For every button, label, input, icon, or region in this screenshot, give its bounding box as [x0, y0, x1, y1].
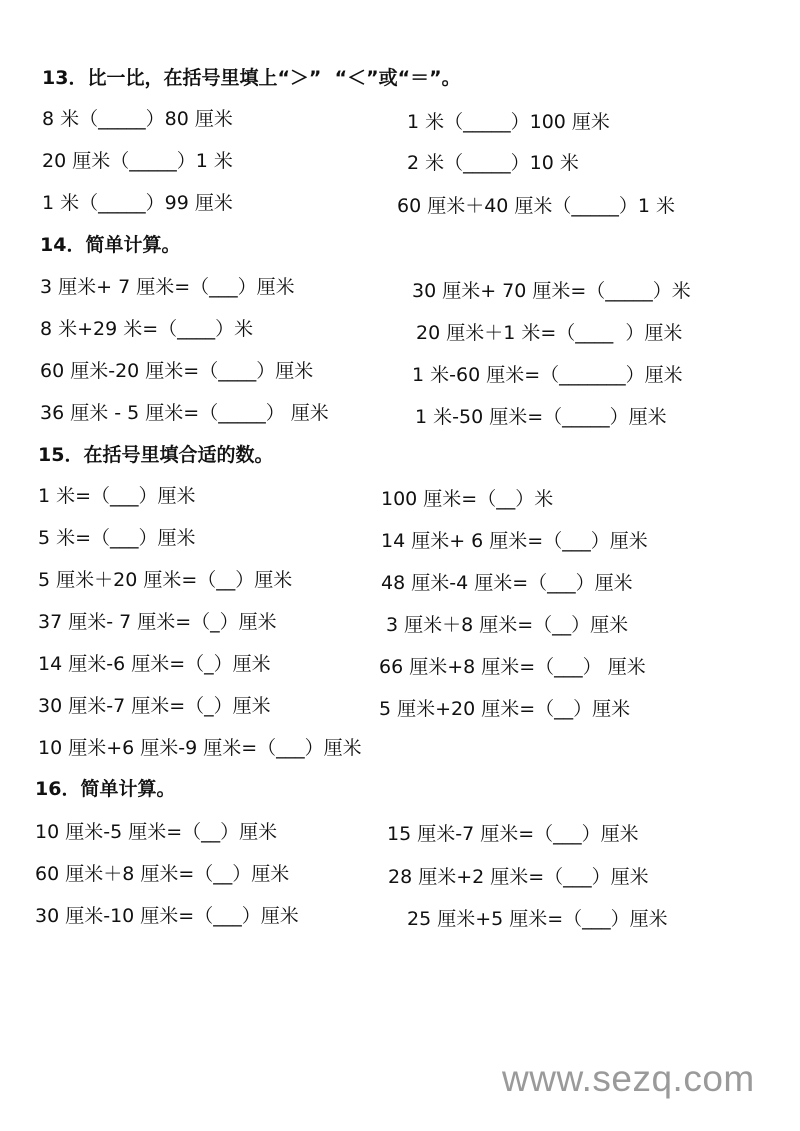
watermark: www.sezq.com: [502, 1058, 755, 1099]
section-15-heading: 15．在括号里填合适的数。: [38, 444, 274, 466]
problem: 10 厘米-5 厘米=（__）厘米: [35, 821, 278, 843]
problem: 1 米-50 厘米=（_____）厘米: [415, 406, 667, 428]
problem: 5 厘米＋20 厘米=（__）厘米: [38, 569, 293, 591]
problem: 60 厘米＋8 厘米=（__）厘米: [35, 863, 290, 885]
problem: 8 米+29 米=（____）米: [40, 318, 254, 340]
problem: 66 厘米+8 厘米=（___） 厘米: [379, 656, 646, 678]
problem: 30 厘米-7 厘米=（_）厘米: [38, 695, 271, 717]
problem: 30 厘米-10 厘米=（___）厘米: [35, 905, 299, 927]
problem: 25 厘米+5 厘米=（___）厘米: [407, 908, 668, 930]
problem: 1 米（_____）99 厘米: [42, 192, 233, 214]
problem: 3 厘米＋8 厘米=（__）厘米: [386, 614, 629, 636]
problem: 15 厘米-7 厘米=（___）厘米: [387, 823, 639, 845]
problem: 30 厘米+ 70 厘米=（_____）米: [412, 280, 691, 302]
problem: 5 米=（___）厘米: [38, 527, 196, 549]
problem: 37 厘米- 7 厘米=（_）厘米: [38, 611, 277, 633]
problem: 20 厘米＋1 米=（____ ）厘米: [416, 322, 683, 344]
problem: 14 厘米-6 厘米=（_）厘米: [38, 653, 271, 675]
problem: 14 厘米+ 6 厘米=（___）厘米: [381, 530, 648, 552]
section-13-heading: 13．比一比，在括号里填上“＞” “＜”或“＝”。: [42, 67, 461, 89]
problem: 60 厘米＋40 厘米（_____）1 米: [397, 195, 676, 217]
problem: 3 厘米+ 7 厘米=（___）厘米: [40, 276, 295, 298]
section-16-heading: 16．简单计算。: [35, 778, 176, 800]
problem: 10 厘米+6 厘米-9 厘米=（___）厘米: [38, 737, 362, 759]
problem: 20 厘米（_____）1 米: [42, 150, 233, 172]
problem: 2 米（_____）10 米: [407, 152, 579, 174]
problem: 28 厘米+2 厘米=（___）厘米: [388, 866, 649, 888]
problem: 60 厘米-20 厘米=（____）厘米: [40, 360, 314, 382]
problem: 1 米-60 厘米=（_______）厘米: [412, 364, 683, 386]
problem: 36 厘米 - 5 厘米=（_____） 厘米: [40, 402, 329, 424]
problem: 8 米（_____）80 厘米: [42, 108, 233, 130]
problem: 100 厘米=（__）米: [381, 488, 554, 510]
problem: 5 厘米+20 厘米=（__）厘米: [379, 698, 631, 720]
problem: 48 厘米-4 厘米=（___）厘米: [381, 572, 633, 594]
problem: 1 米（_____）100 厘米: [407, 111, 610, 133]
section-14-heading: 14．简单计算。: [40, 234, 181, 256]
problem: 1 米=（___）厘米: [38, 485, 196, 507]
